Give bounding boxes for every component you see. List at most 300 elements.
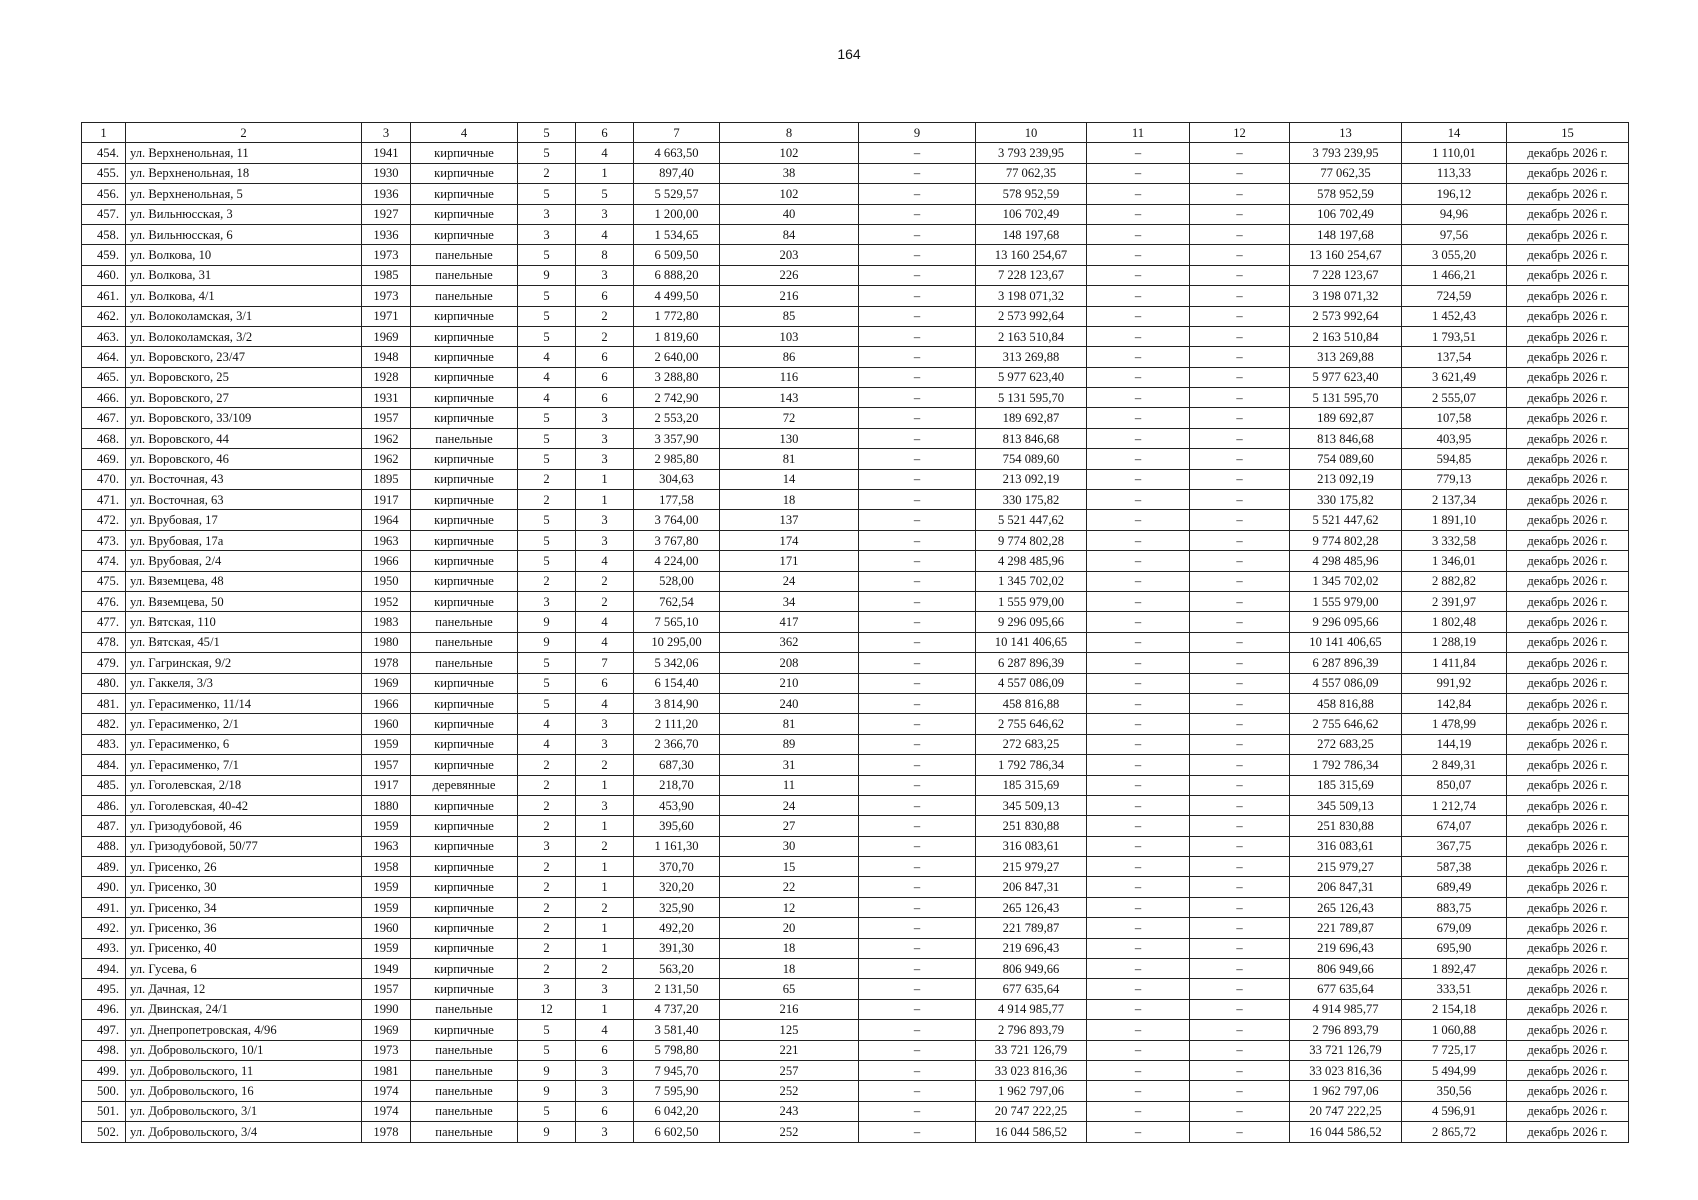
table-cell: – (1087, 163, 1190, 183)
table-cell: 1980 (362, 632, 411, 652)
table-cell: ул. Гоголевская, 2/18 (126, 775, 362, 795)
table-cell: 2 553,20 (634, 408, 720, 428)
column-header: 11 (1087, 123, 1190, 143)
table-cell: 1959 (362, 897, 411, 917)
table-cell: 454. (82, 143, 126, 163)
table-cell: 492. (82, 918, 126, 938)
table-cell: – (859, 163, 976, 183)
table-cell: 3 (576, 1060, 634, 1080)
table-cell: кирпичные (411, 795, 518, 815)
table-cell: 493. (82, 938, 126, 958)
table-cell: – (1087, 857, 1190, 877)
table-cell: 689,49 (1402, 877, 1507, 897)
table-cell: 501. (82, 1101, 126, 1121)
table-cell: 2 (518, 795, 576, 815)
table-row (82, 632, 1629, 652)
table-cell: 1 288,19 (1402, 632, 1507, 652)
table-cell: декабрь 2026 г. (1507, 897, 1629, 917)
table-cell: – (859, 347, 976, 367)
table-row (82, 938, 1629, 958)
table-row (82, 286, 1629, 306)
table-cell: 1957 (362, 408, 411, 428)
table-cell: 3 332,58 (1402, 530, 1507, 550)
table-cell: 1 802,48 (1402, 612, 1507, 632)
table-cell: декабрь 2026 г. (1507, 530, 1629, 550)
table-cell: декабрь 2026 г. (1507, 184, 1629, 204)
table-cell: 5 (518, 653, 576, 673)
table-cell: – (859, 714, 976, 734)
table-cell: 137 (720, 510, 859, 530)
table-cell: 3 (518, 224, 576, 244)
table-cell: 1974 (362, 1081, 411, 1101)
table-cell: 460. (82, 265, 126, 285)
table-cell: 462. (82, 306, 126, 326)
table-cell: панельные (411, 1081, 518, 1101)
table-cell: ул. Добровольского, 11 (126, 1060, 362, 1080)
table-cell: 196,12 (1402, 184, 1507, 204)
table-cell: декабрь 2026 г. (1507, 367, 1629, 387)
table-cell: 472. (82, 510, 126, 530)
table-cell: 1949 (362, 959, 411, 979)
table-cell: 81 (720, 449, 859, 469)
table-cell: – (1087, 979, 1190, 999)
table-cell: 1917 (362, 775, 411, 795)
table-cell: 391,30 (634, 938, 720, 958)
table-cell: – (859, 612, 976, 632)
table-cell: – (859, 265, 976, 285)
table-cell: – (1190, 693, 1290, 713)
table-cell: 252 (720, 1122, 859, 1142)
table-cell: 1917 (362, 490, 411, 510)
table-cell: 265 126,43 (976, 897, 1087, 917)
column-header: 6 (576, 123, 634, 143)
table-cell: декабрь 2026 г. (1507, 1020, 1629, 1040)
table-cell: 2 (518, 571, 576, 591)
table-cell: 1 962 797,06 (1290, 1081, 1402, 1101)
table-cell: ул. Волкова, 31 (126, 265, 362, 285)
table-cell: – (1190, 143, 1290, 163)
table-cell: ул. Воровского, 23/47 (126, 347, 362, 367)
table-cell: 257 (720, 1060, 859, 1080)
table-cell: 81 (720, 714, 859, 734)
table-row (82, 306, 1629, 326)
table-row (82, 1020, 1629, 1040)
table-cell: – (859, 143, 976, 163)
table-cell: 453,90 (634, 795, 720, 815)
table-cell: 330 175,82 (976, 490, 1087, 510)
table-cell: 9 (518, 612, 576, 632)
table-cell: – (1087, 551, 1190, 571)
table-cell: 687,30 (634, 755, 720, 775)
table-cell: кирпичные (411, 734, 518, 754)
table-cell: 1 161,30 (634, 836, 720, 856)
table-cell: 502. (82, 1122, 126, 1142)
table-cell: 265 126,43 (1290, 897, 1402, 917)
table-cell: 1973 (362, 286, 411, 306)
table-cell: 1990 (362, 999, 411, 1019)
table-cell: 1 452,43 (1402, 306, 1507, 326)
table-row (82, 653, 1629, 673)
table-cell: – (1087, 816, 1190, 836)
table-cell: – (1087, 795, 1190, 815)
table-cell: – (1087, 490, 1190, 510)
table-cell: 806 949,66 (1290, 959, 1402, 979)
table-cell: – (859, 245, 976, 265)
table-cell: 1966 (362, 551, 411, 571)
table-cell: ул. Вильнюсская, 3 (126, 204, 362, 224)
table-cell: 478. (82, 632, 126, 652)
table-cell: – (1190, 795, 1290, 815)
table-cell: 18 (720, 938, 859, 958)
table-cell: 1941 (362, 143, 411, 163)
table-cell: – (1087, 714, 1190, 734)
table-cell: декабрь 2026 г. (1507, 999, 1629, 1019)
table-cell: 171 (720, 551, 859, 571)
table-cell: 594,85 (1402, 449, 1507, 469)
table-cell: 1959 (362, 877, 411, 897)
table-cell: – (859, 428, 976, 448)
table-row (82, 877, 1629, 897)
table-cell: – (859, 816, 976, 836)
table-cell: – (859, 1040, 976, 1060)
table-cell: 106 702,49 (976, 204, 1087, 224)
table-row (82, 693, 1629, 713)
table-cell: 2 (518, 857, 576, 877)
table-cell: 473. (82, 530, 126, 550)
table-cell: 130 (720, 428, 859, 448)
table-cell: 578 952,59 (976, 184, 1087, 204)
table-cell: 1952 (362, 591, 411, 611)
table-cell: 20 747 222,25 (976, 1101, 1087, 1121)
table-cell: 16 044 586,52 (1290, 1122, 1402, 1142)
table-cell: 13 160 254,67 (976, 245, 1087, 265)
table-cell: 1 411,84 (1402, 653, 1507, 673)
table-cell: 1963 (362, 530, 411, 550)
table-cell: – (1190, 591, 1290, 611)
table-cell: ул. Волоколамская, 3/2 (126, 326, 362, 346)
table-cell: 1 892,47 (1402, 959, 1507, 979)
table-cell: 316 083,61 (1290, 836, 1402, 856)
table-cell: 185 315,69 (976, 775, 1087, 795)
table-cell: – (1190, 632, 1290, 652)
table-cell: – (859, 959, 976, 979)
table-row (82, 591, 1629, 611)
table-cell: 213 092,19 (1290, 469, 1402, 489)
table-cell: 3 (576, 510, 634, 530)
table-cell: – (1190, 265, 1290, 285)
table-cell: кирпичные (411, 918, 518, 938)
table-cell: – (1190, 897, 1290, 917)
table-cell: 1 110,01 (1402, 143, 1507, 163)
table-row (82, 734, 1629, 754)
table-cell: декабрь 2026 г. (1507, 469, 1629, 489)
table-cell: 4 914 985,77 (1290, 999, 1402, 1019)
table-cell: 479. (82, 653, 126, 673)
table-cell: – (1087, 245, 1190, 265)
table-cell: 474. (82, 551, 126, 571)
table-cell: 3 (576, 265, 634, 285)
table-cell: – (859, 184, 976, 204)
table-cell: – (1190, 1020, 1290, 1040)
table-cell: 5 (518, 530, 576, 550)
table-cell: панельные (411, 632, 518, 652)
table-cell: кирпичные (411, 490, 518, 510)
table-cell: 754 089,60 (976, 449, 1087, 469)
table-cell: 24 (720, 795, 859, 815)
table-cell: 4 914 985,77 (976, 999, 1087, 1019)
table-cell: – (859, 1081, 976, 1101)
table-cell: 1936 (362, 224, 411, 244)
table-cell: 4 557 086,09 (976, 673, 1087, 693)
table-cell: 6 287 896,39 (1290, 653, 1402, 673)
table-cell: 5 (518, 673, 576, 693)
table-cell: кирпичные (411, 469, 518, 489)
table-cell: ул. Верхненольная, 5 (126, 184, 362, 204)
table-row (82, 551, 1629, 571)
table-cell: 3 (576, 714, 634, 734)
table-row (82, 1060, 1629, 1080)
table-cell: – (1190, 571, 1290, 591)
table-cell: – (859, 388, 976, 408)
table-cell: 86 (720, 347, 859, 367)
table-cell: 10 141 406,65 (976, 632, 1087, 652)
table-cell: – (1190, 428, 1290, 448)
table-cell: 6 (576, 388, 634, 408)
table-cell: 5 521 447,62 (1290, 510, 1402, 530)
table-cell: 16 044 586,52 (976, 1122, 1087, 1142)
table-cell: – (1190, 979, 1290, 999)
table-cell: 3 (576, 428, 634, 448)
table-cell: – (1190, 1101, 1290, 1121)
table-cell: 313 269,88 (1290, 347, 1402, 367)
table-cell: 494. (82, 959, 126, 979)
table-cell: – (1087, 1081, 1190, 1101)
table-row (82, 326, 1629, 346)
table-cell: панельные (411, 265, 518, 285)
table-cell: – (859, 857, 976, 877)
table-cell: – (1190, 163, 1290, 183)
table-cell: 2 573 992,64 (976, 306, 1087, 326)
table-cell: ул. Волкова, 4/1 (126, 286, 362, 306)
table-cell: декабрь 2026 г. (1507, 653, 1629, 673)
table-cell: декабрь 2026 г. (1507, 836, 1629, 856)
table-cell: 1959 (362, 816, 411, 836)
column-header: 3 (362, 123, 411, 143)
housing-register-table (81, 122, 1629, 1143)
table-cell: кирпичные (411, 897, 518, 917)
table-cell: 1974 (362, 1101, 411, 1121)
table-cell: 1 (576, 775, 634, 795)
table-cell: – (1087, 347, 1190, 367)
table-cell: 469. (82, 449, 126, 469)
table-cell: кирпичные (411, 571, 518, 591)
table-cell: декабрь 2026 г. (1507, 1060, 1629, 1080)
table-cell: 148 197,68 (1290, 224, 1402, 244)
table-cell: – (1190, 999, 1290, 1019)
table-cell: – (859, 755, 976, 775)
table-cell: 2 (576, 959, 634, 979)
table-cell: 461. (82, 286, 126, 306)
table-cell: 1 (576, 816, 634, 836)
table-cell: 6 (576, 286, 634, 306)
table-cell: декабрь 2026 г. (1507, 449, 1629, 469)
table-row (82, 265, 1629, 285)
table-cell: ул. Герасименко, 6 (126, 734, 362, 754)
table-row (82, 714, 1629, 734)
table-cell: 3 288,80 (634, 367, 720, 387)
table-cell: 77 062,35 (1290, 163, 1402, 183)
table-cell: – (859, 999, 976, 1019)
table-cell: – (859, 1101, 976, 1121)
table-cell: 1 (576, 163, 634, 183)
table-cell: ул. Воровского, 46 (126, 449, 362, 469)
table-cell: 177,58 (634, 490, 720, 510)
table-cell: 1880 (362, 795, 411, 815)
table-cell: 4 (518, 367, 576, 387)
table-cell: 7 (576, 653, 634, 673)
table-cell: декабрь 2026 г. (1507, 673, 1629, 693)
table-cell: 189 692,87 (1290, 408, 1402, 428)
table-cell: 679,09 (1402, 918, 1507, 938)
table-cell: 5 (518, 693, 576, 713)
table-cell: – (1087, 836, 1190, 856)
column-header: 9 (859, 123, 976, 143)
table-cell: 7 228 123,67 (976, 265, 1087, 285)
table-cell: 489. (82, 857, 126, 877)
table-cell: ул. Гоголевская, 40-42 (126, 795, 362, 815)
table-cell: 320,20 (634, 877, 720, 897)
table-cell: 2 755 646,62 (1290, 714, 1402, 734)
table-cell: декабрь 2026 г. (1507, 286, 1629, 306)
table-cell: 185 315,69 (1290, 775, 1402, 795)
table-cell: 367,75 (1402, 836, 1507, 856)
table-cell: 4 737,20 (634, 999, 720, 1019)
table-cell: 2 (518, 959, 576, 979)
table-cell: 3 (518, 591, 576, 611)
table-cell: 1962 (362, 428, 411, 448)
table-cell: 1 478,99 (1402, 714, 1507, 734)
table-cell: декабрь 2026 г. (1507, 591, 1629, 611)
table-cell: 5 (518, 184, 576, 204)
table-cell: 6 (576, 367, 634, 387)
table-cell: 3 (576, 1122, 634, 1142)
table-cell: – (859, 551, 976, 571)
table-cell: ул. Волоколамская, 3/1 (126, 306, 362, 326)
table-cell: 806 949,66 (976, 959, 1087, 979)
table-cell: панельные (411, 245, 518, 265)
table-cell: 31 (720, 755, 859, 775)
table-cell: – (859, 367, 976, 387)
table-cell: ул. Грисенко, 30 (126, 877, 362, 897)
table-cell: 1 (576, 938, 634, 958)
table-cell: 2 (518, 938, 576, 958)
table-row (82, 367, 1629, 387)
table-cell: 4 (576, 143, 634, 163)
table-cell: 1 555 979,00 (1290, 591, 1402, 611)
table-cell: 563,20 (634, 959, 720, 979)
table-cell: 1969 (362, 1020, 411, 1040)
table-cell: 1966 (362, 693, 411, 713)
table-cell: – (1190, 408, 1290, 428)
table-cell: ул. Днепропетровская, 4/96 (126, 1020, 362, 1040)
table-cell: 345 509,13 (1290, 795, 1402, 815)
table-cell: 3 055,20 (1402, 245, 1507, 265)
table-row (82, 530, 1629, 550)
table-cell: 4 663,50 (634, 143, 720, 163)
table-cell: 463. (82, 326, 126, 346)
table-cell: 403,95 (1402, 428, 1507, 448)
table-cell: 1 792 786,34 (976, 755, 1087, 775)
table-cell: 3 814,90 (634, 693, 720, 713)
table-cell: – (1087, 938, 1190, 958)
table-row (82, 673, 1629, 693)
table-cell: 362 (720, 632, 859, 652)
table-cell: 252 (720, 1081, 859, 1101)
table-row (82, 184, 1629, 204)
table-row (82, 571, 1629, 591)
table-cell: кирпичные (411, 204, 518, 224)
table-cell: ул. Герасименко, 7/1 (126, 755, 362, 775)
table-cell: – (1087, 755, 1190, 775)
table-cell: 304,63 (634, 469, 720, 489)
table-cell: – (1087, 1020, 1190, 1040)
table-cell: – (1190, 326, 1290, 346)
table-cell: ул. Верхненольная, 11 (126, 143, 362, 163)
table-cell: 10 141 406,65 (1290, 632, 1402, 652)
table-cell: ул. Гаккеля, 3/3 (126, 673, 362, 693)
column-header: 10 (976, 123, 1087, 143)
table-cell: 9 (518, 1081, 576, 1101)
table-cell: 137,54 (1402, 347, 1507, 367)
table-cell: 5 (518, 449, 576, 469)
table-cell: 480. (82, 673, 126, 693)
table-cell: 10 295,00 (634, 632, 720, 652)
table-cell: 106 702,49 (1290, 204, 1402, 224)
table-cell: 5 (518, 286, 576, 306)
table-cell: 417 (720, 612, 859, 632)
table-cell: декабрь 2026 г. (1507, 918, 1629, 938)
table-cell: ул. Восточная, 63 (126, 490, 362, 510)
table-cell: 5 798,80 (634, 1040, 720, 1060)
table-cell: 6 154,40 (634, 673, 720, 693)
table-cell: – (1087, 734, 1190, 754)
table-cell: 4 (576, 224, 634, 244)
table-cell: 350,56 (1402, 1081, 1507, 1101)
column-header: 8 (720, 123, 859, 143)
table-cell: 1969 (362, 673, 411, 693)
table-cell: – (1087, 673, 1190, 693)
table-cell: – (1087, 959, 1190, 979)
table-cell: декабрь 2026 г. (1507, 632, 1629, 652)
table-cell: 499. (82, 1060, 126, 1080)
table-row (82, 388, 1629, 408)
table-cell: 1957 (362, 979, 411, 999)
table-cell: декабрь 2026 г. (1507, 163, 1629, 183)
table-cell: 9 774 802,28 (1290, 530, 1402, 550)
table-cell: – (1190, 734, 1290, 754)
table-cell: 272 683,25 (1290, 734, 1402, 754)
table-cell: – (1190, 938, 1290, 958)
table-row (82, 1040, 1629, 1060)
table-cell: 144,19 (1402, 734, 1507, 754)
table-cell: 762,54 (634, 591, 720, 611)
table-cell: кирпичные (411, 673, 518, 693)
table-row (82, 836, 1629, 856)
table-cell: 1 962 797,06 (976, 1081, 1087, 1101)
table-cell: декабрь 2026 г. (1507, 714, 1629, 734)
table-cell: 459. (82, 245, 126, 265)
table-cell: ул. Гризодубовой, 50/77 (126, 836, 362, 856)
